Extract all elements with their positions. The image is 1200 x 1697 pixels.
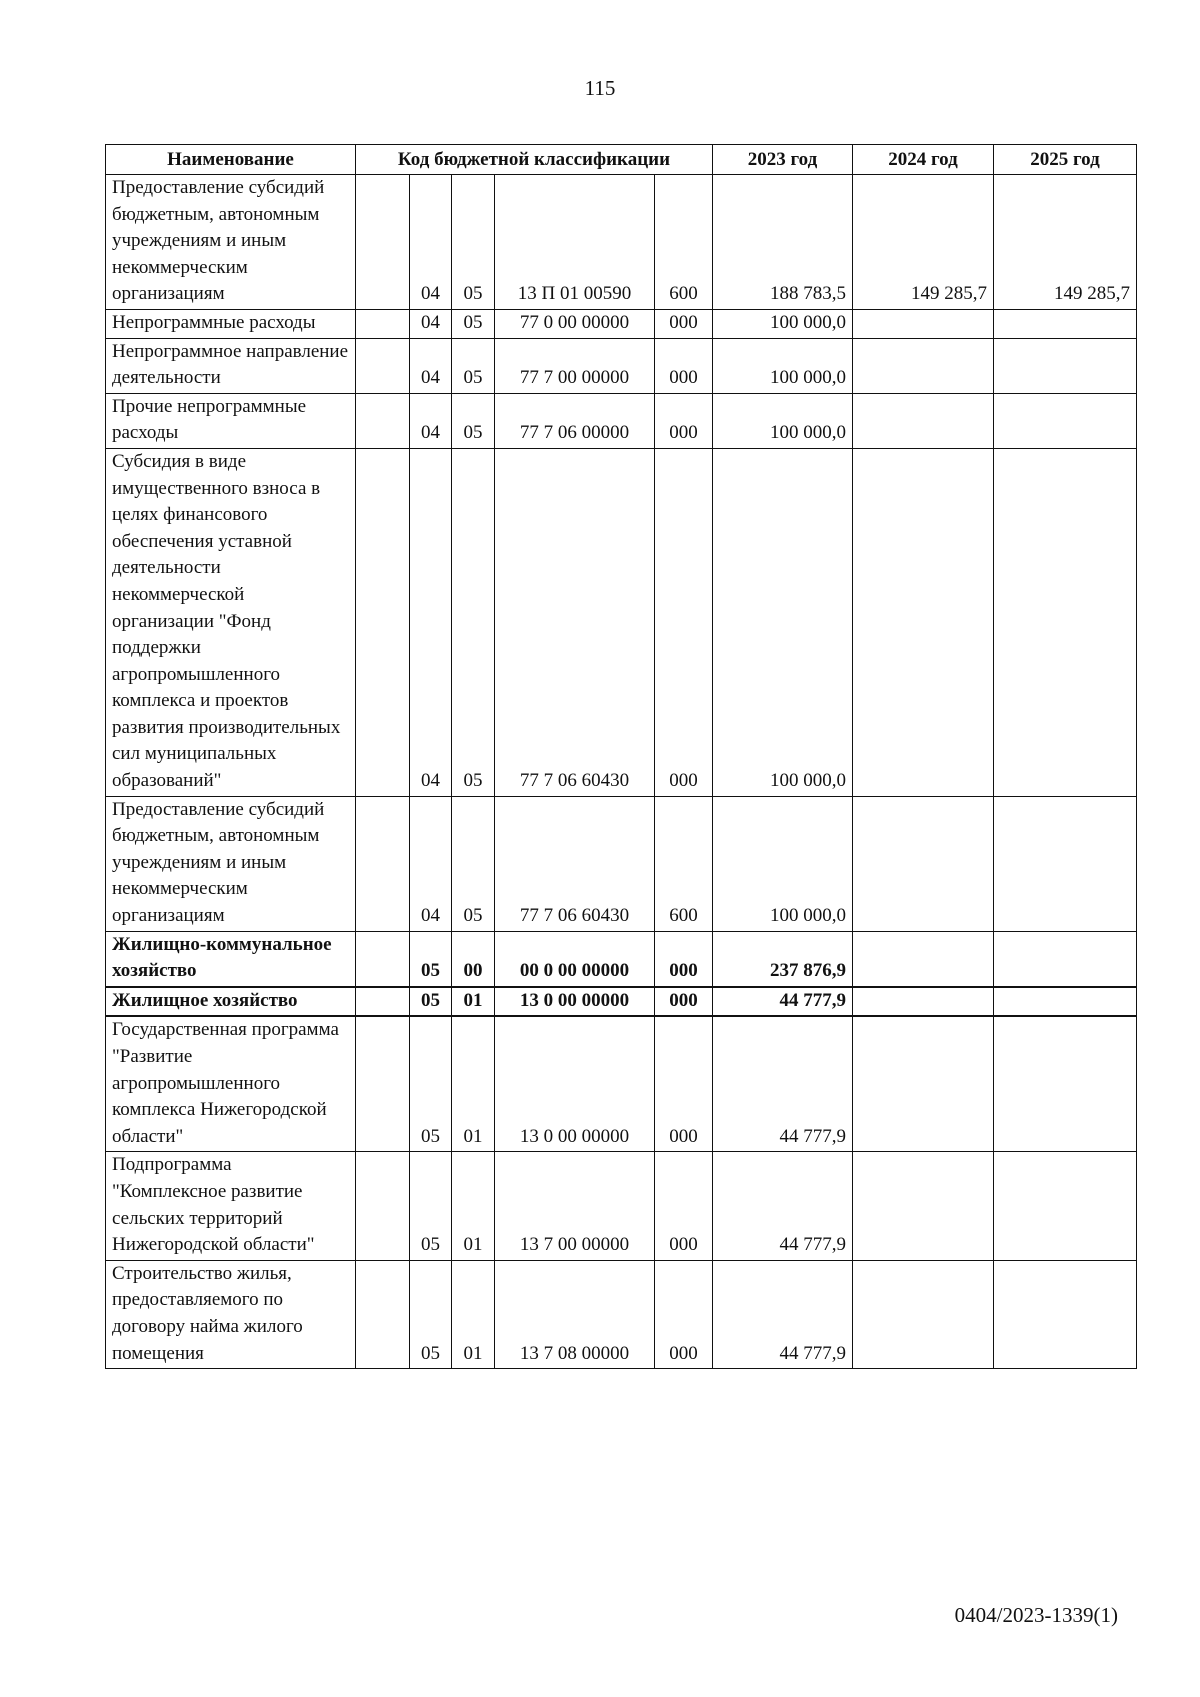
code-subsection: 01 [452, 1152, 495, 1260]
table-row [106, 931, 1137, 987]
code-part-1 [356, 987, 410, 1017]
code-subsection: 05 [452, 338, 495, 393]
header-2023: 2023 год [713, 145, 853, 175]
code-target-article: 00 0 00 00000 [495, 931, 655, 987]
value-2024 [853, 338, 994, 393]
code-subsection: 05 [452, 309, 495, 338]
value-2024 [853, 448, 994, 796]
code-expense-type: 000 [655, 448, 713, 796]
row-name: Непрограммное направление деятельности [106, 338, 356, 393]
value-2025 [994, 393, 1137, 448]
code-expense-type: 000 [655, 309, 713, 338]
row-name: Жилищно-коммунальное хозяйство [106, 931, 356, 987]
code-section: 04 [410, 175, 452, 310]
row-name: Предоставление субсидий бюджетным, автономным учреждениям и иным некоммерческим организациям [106, 175, 356, 310]
value-2023: 237 876,9 [713, 931, 853, 987]
row-name: Строительство жилья, предоставляемого по договору найма жилого помещения [106, 1260, 356, 1368]
code-target-article: 77 0 00 00000 [495, 309, 655, 338]
code-target-article: 77 7 06 00000 [495, 393, 655, 448]
code-part-1 [356, 448, 410, 796]
table-row [106, 1016, 1137, 1151]
header-code: Код бюджетной классификации [356, 145, 713, 175]
code-section: 04 [410, 796, 452, 931]
value-2024 [853, 1016, 994, 1151]
code-part-1 [356, 309, 410, 338]
table-row [106, 1152, 1137, 1260]
code-part-1 [356, 1152, 410, 1260]
value-2023: 100 000,0 [713, 448, 853, 796]
code-part-1 [356, 393, 410, 448]
code-expense-type: 000 [655, 987, 713, 1017]
value-2025 [994, 1152, 1137, 1260]
value-2025 [994, 1260, 1137, 1368]
value-2024 [853, 987, 994, 1017]
table-row [106, 175, 1137, 310]
row-name: Прочие непрограммные расходы [106, 393, 356, 448]
code-target-article: 77 7 06 60430 [495, 448, 655, 796]
code-section: 05 [410, 1016, 452, 1151]
value-2025 [994, 309, 1137, 338]
code-expense-type: 600 [655, 796, 713, 931]
code-part-1 [356, 931, 410, 987]
value-2025 [994, 987, 1137, 1017]
table-row [106, 1260, 1137, 1368]
code-target-article: 13 0 00 00000 [495, 1016, 655, 1151]
row-name: Непрограммные расходы [106, 309, 356, 338]
value-2023: 44 777,9 [713, 1152, 853, 1260]
code-target-article: 77 7 06 60430 [495, 796, 655, 931]
value-2024 [853, 931, 994, 987]
header-2024: 2024 год [853, 145, 994, 175]
value-2025 [994, 338, 1137, 393]
code-section: 04 [410, 393, 452, 448]
value-2023: 44 777,9 [713, 1016, 853, 1151]
code-section: 05 [410, 931, 452, 987]
value-2025 [994, 448, 1137, 796]
code-subsection: 01 [452, 987, 495, 1017]
code-target-article: 13 7 00 00000 [495, 1152, 655, 1260]
table-header-row [106, 145, 1137, 175]
code-part-1 [356, 175, 410, 310]
value-2023: 100 000,0 [713, 393, 853, 448]
code-expense-type: 000 [655, 1260, 713, 1368]
code-section: 04 [410, 448, 452, 796]
code-expense-type: 000 [655, 1016, 713, 1151]
value-2025 [994, 1016, 1137, 1151]
code-section: 05 [410, 987, 452, 1017]
code-subsection: 05 [452, 175, 495, 310]
code-part-1 [356, 796, 410, 931]
code-target-article: 13 П 01 00590 [495, 175, 655, 310]
row-name: Подпрограмма "Комплексное развитие сельских территорий Нижегородской области" [106, 1152, 356, 1260]
code-expense-type: 600 [655, 175, 713, 310]
code-subsection: 01 [452, 1016, 495, 1151]
code-section: 04 [410, 338, 452, 393]
value-2023: 188 783,5 [713, 175, 853, 310]
row-name: Предоставление субсидий бюджетным, автономным учреждениям и иным некоммерческим организациям [106, 796, 356, 931]
code-subsection: 00 [452, 931, 495, 987]
value-2024 [853, 393, 994, 448]
value-2025 [994, 796, 1137, 931]
value-2023: 100 000,0 [713, 309, 853, 338]
value-2023: 100 000,0 [713, 796, 853, 931]
row-name: Жилищное хозяйство [106, 987, 356, 1017]
value-2023: 44 777,9 [713, 1260, 853, 1368]
code-target-article: 13 0 00 00000 [495, 987, 655, 1017]
code-part-1 [356, 338, 410, 393]
code-subsection: 05 [452, 393, 495, 448]
value-2025 [994, 931, 1137, 987]
value-2024 [853, 1260, 994, 1368]
header-name: Наименование [106, 145, 356, 175]
code-expense-type: 000 [655, 393, 713, 448]
code-section: 04 [410, 309, 452, 338]
code-expense-type: 000 [655, 338, 713, 393]
value-2023: 44 777,9 [713, 987, 853, 1017]
table-row [106, 448, 1137, 796]
document-number: 0404/2023-1339(1) [954, 1603, 1118, 1627]
code-section: 05 [410, 1152, 452, 1260]
page-number: 115 [584, 76, 616, 100]
code-subsection: 01 [452, 1260, 495, 1368]
value-2025: 149 285,7 [994, 175, 1137, 310]
code-target-article: 13 7 08 00000 [495, 1260, 655, 1368]
header-2025: 2025 год [994, 145, 1137, 175]
code-subsection: 05 [452, 448, 495, 796]
code-part-1 [356, 1260, 410, 1368]
value-2024 [853, 309, 994, 338]
value-2023: 100 000,0 [713, 338, 853, 393]
table-row [106, 338, 1137, 393]
code-expense-type: 000 [655, 931, 713, 987]
code-section: 05 [410, 1260, 452, 1368]
row-name: Государственная программа "Развитие агропромышленного комплекса Нижегородской области" [106, 1016, 356, 1151]
code-expense-type: 000 [655, 1152, 713, 1260]
code-subsection: 05 [452, 796, 495, 931]
table-row [106, 796, 1137, 931]
table-row [106, 987, 1137, 1017]
table-row [106, 309, 1137, 338]
row-name: Субсидия в виде имущественного взноса в целях финансового обеспечения уставной деятельности некоммерческой организации "Фонд поддержки агропромышленного комплекса и проектов развития производительных сил муниципальных образований" [106, 448, 356, 796]
table-row [106, 393, 1137, 448]
code-part-1 [356, 1016, 410, 1151]
budget-table [105, 144, 1137, 1369]
code-target-article: 77 7 00 00000 [495, 338, 655, 393]
value-2024 [853, 1152, 994, 1260]
value-2024 [853, 796, 994, 931]
value-2024: 149 285,7 [853, 175, 994, 310]
